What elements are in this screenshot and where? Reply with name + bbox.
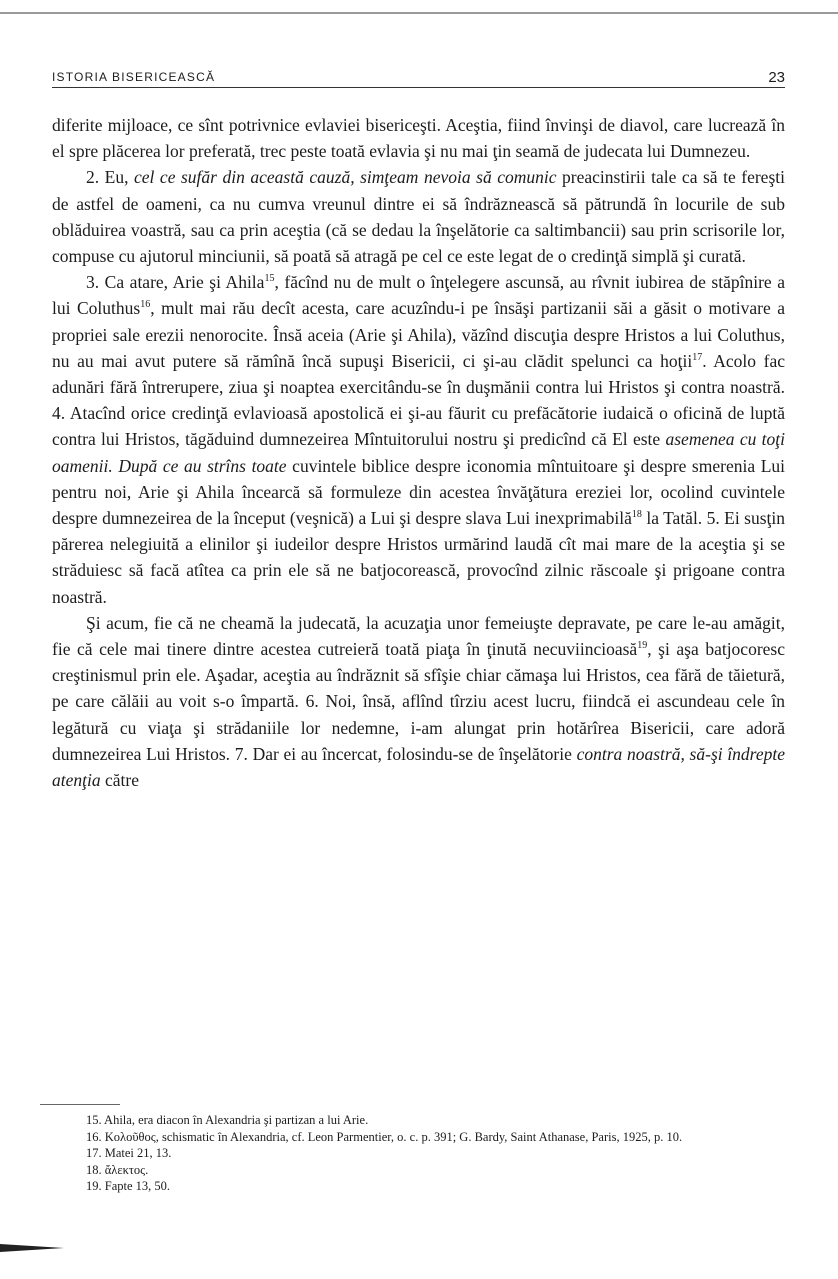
scan-top-rule (0, 12, 838, 14)
footnote-19: 19. Fapte 13, 50. (86, 1179, 171, 1193)
footnote-separator (40, 1104, 120, 1105)
page-header (52, 64, 785, 88)
footnote-17: 17. Matei 21, 13. (86, 1146, 172, 1160)
footnote-ref-18: 18 (631, 509, 642, 521)
footnote-ref-17: 17 (692, 352, 703, 363)
footnote-18: 18. ἄλεκτος. (86, 1162, 149, 1177)
running-title: ISTORIA BISERICEASCĂ (52, 70, 216, 84)
paragraph-2: 2. Eu, cel ce sufăr din această cauză, simţeam nevoia să comunic preacinstirii tale ca să te fereşti de astfel de oameni, ca nu cumva vreunul dintre ei să îndrăznească să pătrundă în locurile de sub oblăduirea voastră, sau ca prin aceştia (că se dedau la înşelătorie ca saltimbancii) sau prin scrisorile lor, compuse cu ajutorul minciunii, să poată să atragă pe cel ce este legat de o credinţă simplă şi curată. (52, 167, 785, 267)
header-rule (52, 87, 785, 88)
footnote-ref-19: 19 (637, 640, 648, 652)
footnote-ref-15: 15 (264, 273, 275, 285)
footnote-16: 16. Κολοῦθος, schismatic în Alexandria, cf. Leon Parmentier, o. c. p. 391; G. Bardy, Saint Athanase, Paris, 1925, p. 10. (86, 1129, 683, 1144)
footnote-ref-16: 16 (140, 299, 151, 311)
page-number: 23 (768, 69, 785, 86)
scan-edge-mark (0, 1244, 64, 1252)
paragraph-4: Şi acum, fie că ne cheamă la judecată, la acuzaţia unor femeiuşte depravate, pe care le-au amăgit, fie că cele mai tinere dintre acestea cutreieră toată piaţa în ţinută necuviincioasă$^{19}$, şi aşa batjocoresc creştinismul prin ele. Aşadar, aceştia au îndrăznit să sfîşie chiar cămaşa lui Hristos, cea fără de tăietură, pe care călăii au voit s-o împartă. 6. Noi, însă, aflînd tîrziu acest lucru, fiindcă ei ascundeau cele în legătură cu viaţa şi strădaniile lor nedemne, i-am alungat prin hotărîrea Bisericii, care adoră dumnezeirea Lui Hristos. 7. Dar ei au încercat, folosindu-se de înşelătorie contra noastră, să-şi îndrepte atenţia către (52, 612, 785, 791)
paragraph-1: diferite mijloace, ce sînt potrivnice evlaviei bisericeşti. Aceştia, fiind învinşi de diavol, care lucrează în el spre plăcerea lor preferată, trec peste toată evlavia şi nu mai ţin seamă de judecata lui Dumnezeu. (52, 115, 785, 162)
body-text (52, 112, 785, 793)
footnotes (52, 1112, 785, 1195)
paragraph-3: 3. Ca atare, Arie şi Ahila$^{15}$, făcînd nu de mult o înţelegere ascunsă, au rîvnit iubirea de stăpînire a lui Coluthus$^{16}$, mult mai rău decît acesta, care acuzîndu-i pe însăşi partizanii săi a găsit o motivare a propriei sale erezii nenorocite. Însă aceia (Arie şi Ahila), văzînd discuţia despre Hristos a lui Coluthus, nu au mai avut putere să rămînă încă supuşi Bisericii, ci şi-au clădit spelunci ca hoţii$^{17}$. Acolo fac adunări fără întrerupere, ziua şi noaptea exercitându-se în duşmănii contra lui Hristos şi contra noastră. 4. Atacînd orice credinţă evlavioasă apostolică ei şi-au făurit cu prefăcătorie iudaică o oficină de luptă contra lui Hristos, tăgăduind dumnezeirea Mîntuitorului nostru şi predicînd că El este asemenea cu toţi oamenii. După ce au strîns toate cuvintele biblice despre iconomia mîntuitoare şi despre smerenia Lui pentru noi, Arie şi Ahila încearcă să formuleze din acestea învăţătura ereziei lor, ocolind cuvintele despre dumnezeirea de la început (veşnică) a Lui şi despre slava Lui inexprimabilă$^{18}$ la Tatăl. 5. Ei susţin părerea nelegiuită a elinilor şi iudeilor despre Hristos urmărind laudă cît mai mare de la aceştia şi se străduiesc să facă atîtea ca prin ele să ne batjocorească, provocînd zilnic răscoale şi prigoane contra noastră. (52, 272, 786, 607)
footnote-15: 15. Ahila, era diacon în Alexandria şi partizan a lui Arie. (86, 1113, 369, 1127)
